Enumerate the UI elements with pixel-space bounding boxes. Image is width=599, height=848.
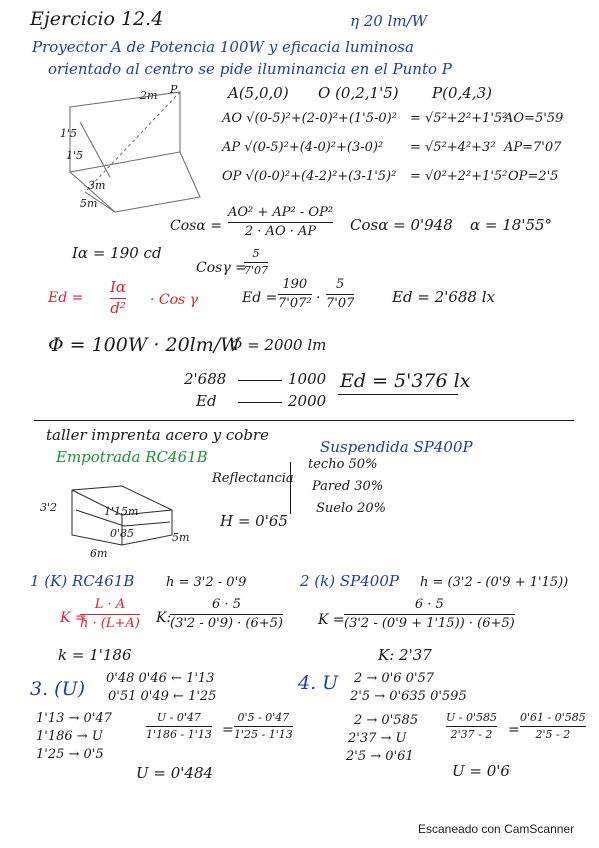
step2-title: 2 (k) SP400P <box>300 572 399 590</box>
distance-op-result: OP=2'5 <box>508 169 559 184</box>
distance-op-simplified: = √0²+2²+1'5² <box>410 169 508 184</box>
ed-formula-lhs: Ed = <box>48 290 84 306</box>
ed-calc-lhs: Ed = <box>242 290 278 306</box>
step1-k-numerator: L · A <box>94 597 126 612</box>
ed-formula-numerator: Iα <box>110 278 127 296</box>
coord-p: P(0,4,3) <box>432 84 492 102</box>
statement-line-2: orientado al centro se pide iluminancia en el Punto P <box>48 60 452 78</box>
step3-row1: 0'48 0'46 ← 1'13 <box>106 671 215 686</box>
distance-op-expr: OP √(0-0)²+(4-2)²+(3-1'5)² <box>222 169 397 184</box>
reflect-floor: Suelo 20% <box>316 501 386 516</box>
cos-gamma-lhs: Cosγ = <box>196 260 247 276</box>
sketch-label-2m: 2m <box>140 89 158 102</box>
distance-ap-simplified: = √5²+4²+3² <box>410 140 496 155</box>
cos-alpha-lhs: Cosα = <box>170 218 222 234</box>
reflect-wall: Pared 30% <box>312 479 384 494</box>
cos-alpha-value: Cosα = 0'948 <box>350 216 453 234</box>
distance-ao-result: AO=5'59 <box>504 111 564 126</box>
rule-line-1 <box>238 380 282 381</box>
step2-k-lhs: K = <box>318 612 345 628</box>
step4-map-1: 2 → 0'585 <box>354 713 419 728</box>
distance-ap-expr: AP √(0-5)²+(4-0)²+(3-0)² <box>222 140 384 155</box>
ed-calc-numerator-1: 190 <box>282 277 308 292</box>
sketch-label-1-5b: 1'5 <box>66 149 84 162</box>
step3-map-1: 1'13 → 0'47 <box>36 711 112 726</box>
room-sketch <box>62 480 192 560</box>
sketch-label-5m: 5m <box>80 197 98 210</box>
step4-row1: 2 → 0'6 0'57 <box>354 671 435 686</box>
distance-ao-expr: AO √(0-5)²+(2-0)²+(1'5-0)² <box>222 111 397 126</box>
step3-interp-lhs <box>146 712 212 740</box>
room-height: 3'2 <box>40 501 58 514</box>
coord-a: A(5,0,0) <box>228 84 289 102</box>
room-length: 6m <box>90 547 108 560</box>
step4-title: 4. U <box>298 672 339 694</box>
cos-alpha-numerator: AO² + AP² - OP² <box>228 205 334 220</box>
reflectance-brace <box>290 462 291 514</box>
rule-result-underline <box>338 394 458 395</box>
step4-equals: = <box>508 722 520 738</box>
step1-k-formula <box>80 598 140 630</box>
scanner-watermark: Escaneado con CamScanner <box>418 822 575 836</box>
step2-k-fraction <box>344 598 515 630</box>
step2-h: h = (3'2 - (0'9 + 1'15)) <box>420 575 569 590</box>
step3-map-2: 1'186 → U <box>36 729 103 744</box>
coord-o: O (0,2,1'5) <box>318 84 399 102</box>
step4-interp-rhs-den: 2'5 - 2 <box>535 727 571 741</box>
step4-map-3: 2'5 → 0'61 <box>346 749 414 764</box>
step2-k-denominator: (3'2 - (0'9 + 1'15)) · (6+5) <box>344 615 515 631</box>
statement-eta: η 20 lm/W <box>350 12 428 30</box>
sketch-label-3m: 3m <box>88 179 106 192</box>
cos-gamma-numerator: 5 <box>252 247 260 260</box>
step4-interp-rhs-num: 0'61 - 0'585 <box>520 711 586 724</box>
step3-interp-rhs-num: 0'5 - 0'47 <box>237 711 290 724</box>
step4-row2: 2'5 → 0'635 0'595 <box>350 689 467 704</box>
room-depth: 5m <box>172 531 190 544</box>
step3-interp-lhs-num: U - 0'47 <box>156 711 201 724</box>
sketch-label-1-5a: 1'5 <box>60 127 78 140</box>
ed-calc-denominator-1: 7'07² <box>278 295 312 311</box>
step1-kcalc-lhs: K: <box>156 610 172 626</box>
empotrado-luminaire: Empotrada RC461B <box>56 448 208 466</box>
step4-interp-rhs <box>520 712 586 740</box>
cos-alpha-denominator: 2 · AO · AP <box>244 223 317 239</box>
distance-ap-result: AP=7'07 <box>504 140 562 155</box>
distance-ao-simplified: = √5²+2²+1'5² <box>410 111 508 126</box>
ed-calc-fraction-2 <box>326 278 354 310</box>
cos-alpha-fraction <box>228 206 333 238</box>
flux-equation: Φ = 100W · 20lm/W <box>48 334 240 356</box>
step3-equals: = <box>222 722 234 738</box>
ed-calc-fraction-1 <box>278 278 312 310</box>
step1-title: 1 (K) RC461B <box>30 572 135 590</box>
rule-b: 1000 <box>288 370 327 388</box>
reflect-ceiling: techo 50% <box>308 457 378 472</box>
suspendida-luminaire: Suspendida SP400P <box>320 438 473 456</box>
rule-a: 2'688 <box>184 370 227 388</box>
room-w: 1'15m <box>104 505 139 518</box>
part2-heading: taller imprenta acero y cobre <box>46 426 269 444</box>
step4-result: U = 0'6 <box>452 762 510 780</box>
page-title: Ejercicio 12.4 <box>30 8 164 30</box>
step3-row2: 0'51 0'49 ← 1'25 <box>108 689 217 704</box>
step1-kcalc-numerator: 6 · 5 <box>212 597 241 612</box>
section-divider <box>34 420 574 421</box>
intensity: Iα = 190 cd <box>72 244 162 262</box>
step2-result: K: 2'37 <box>378 646 432 664</box>
ed-result: Ed = 2'688 lx <box>392 288 495 306</box>
cos-gamma-denominator: 7'07 <box>244 263 269 277</box>
step3-interp-rhs <box>234 712 293 740</box>
step3-interp-lhs-den: 1'186 - 1'13 <box>146 727 212 741</box>
step2-k-numerator: 6 · 5 <box>414 597 444 612</box>
step3-map-3: 1'25 → 0'5 <box>36 747 104 762</box>
flux-result: Φ = 2000 lm <box>230 336 327 354</box>
ed-formula-tail: · Cos γ <box>150 292 199 308</box>
ed-calc-dot: · <box>316 290 321 306</box>
rule-c: Ed <box>196 392 217 410</box>
rule-line-2 <box>238 402 282 403</box>
statement-line-1: Proyector A de Potencia 100W y eficacia luminosa <box>32 38 414 56</box>
alpha-angle: α = 18'55° <box>470 216 553 234</box>
cos-gamma-fraction <box>244 248 268 276</box>
ed-calc-numerator-2: 5 <box>336 277 345 292</box>
ed-calc-denominator-2: 7'07 <box>326 295 355 311</box>
step4-map-2: 2'37 → U <box>348 731 407 746</box>
step3-interp-rhs-den: 1'25 - 1'13 <box>234 727 293 741</box>
step1-kcalc-denominator: (3'2 - 0'9) · (6+5) <box>170 615 284 631</box>
step4-interp-lhs-num: U - 0'585 <box>446 711 497 724</box>
rule-d: 2000 <box>288 392 327 410</box>
maintenance-height: H = 0'65 <box>220 512 288 530</box>
rule-result: Ed = 5'376 lx <box>340 370 471 392</box>
ed-formula-denominator: d² <box>110 298 126 317</box>
room-v: 0'85 <box>110 527 135 540</box>
ed-formula-fraction <box>110 280 126 317</box>
step4-interp-lhs <box>446 712 497 740</box>
reflectance-label: Reflectancia <box>212 471 294 486</box>
step4-interp-lhs-den: 2'37 - 2 <box>450 727 493 741</box>
step1-result: k = 1'186 <box>58 646 132 664</box>
step3-title: 3. (U) <box>30 678 86 700</box>
step1-k-denominator: h · (L+A) <box>80 615 140 631</box>
step3-result: U = 0'484 <box>136 764 214 782</box>
sketch-label-p: P <box>170 83 178 96</box>
step1-k-lhs: K = <box>60 610 87 626</box>
step1-h: h = 3'2 - 0'9 <box>166 575 247 590</box>
step1-kcalc-fraction <box>170 598 283 630</box>
